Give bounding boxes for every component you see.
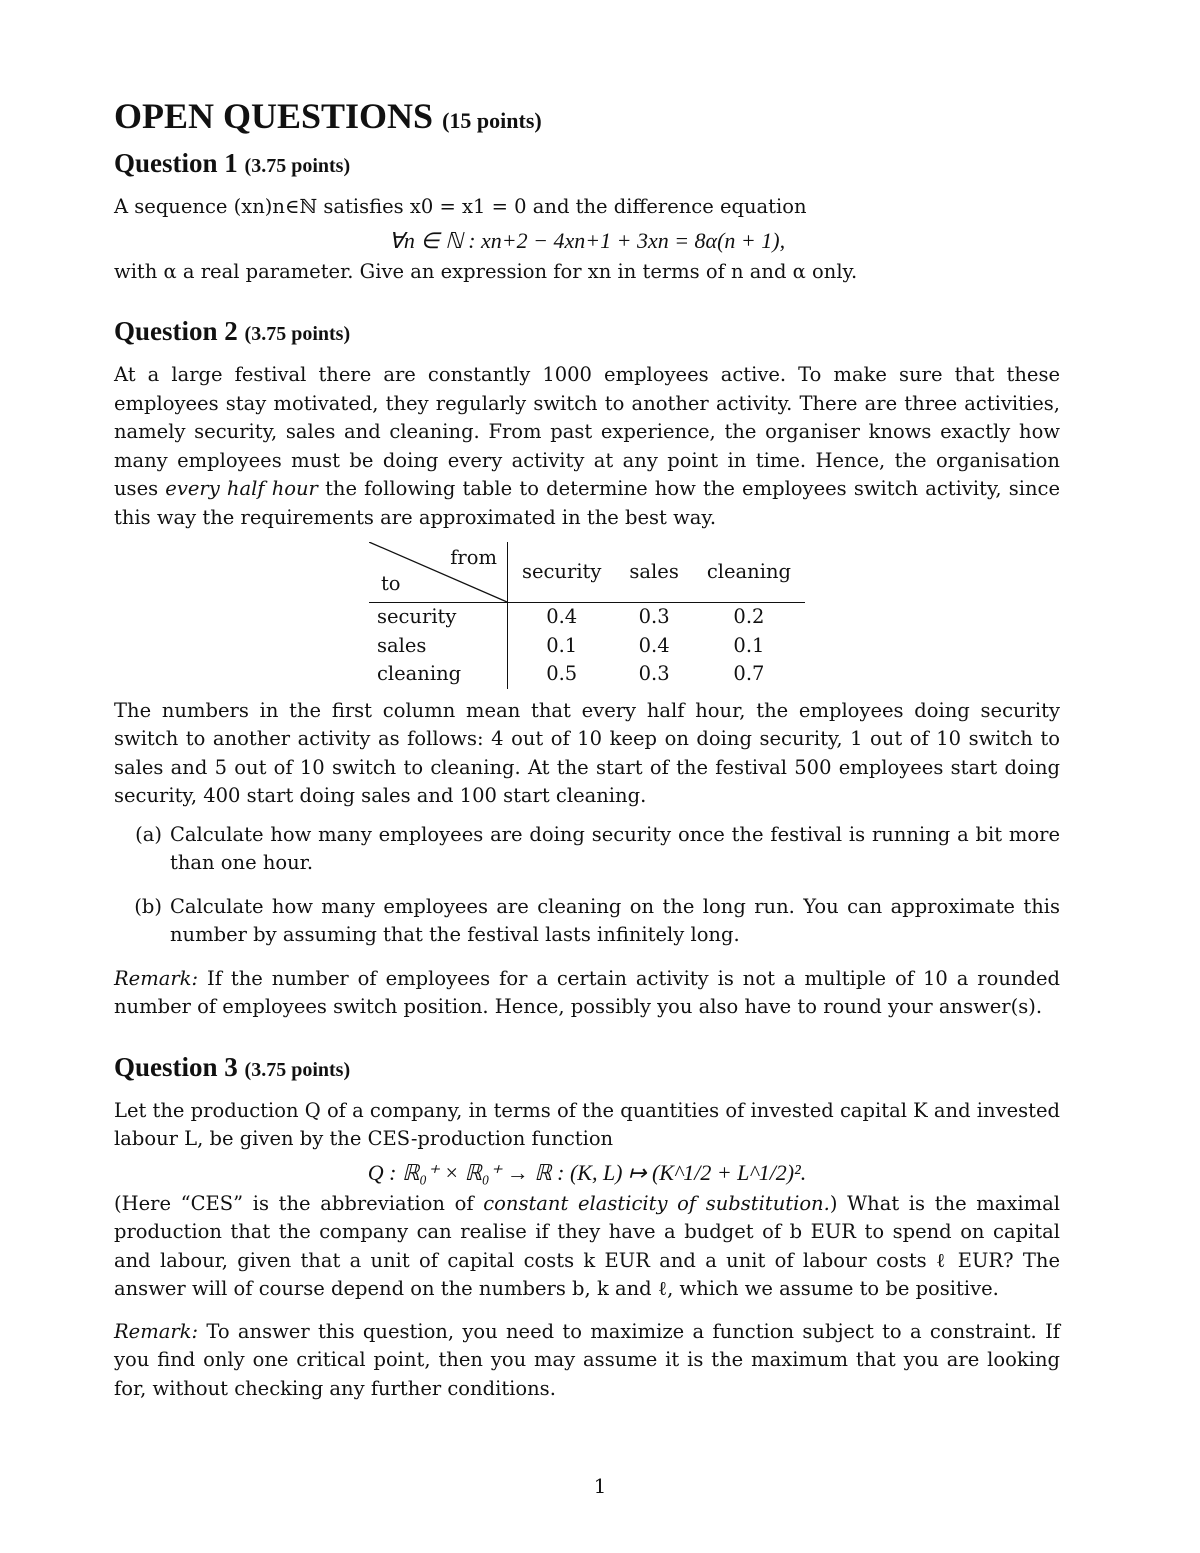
remark-label: Remark:: [114, 966, 199, 990]
question-3-body-end: ) What is the maximal production that the company can realise if they have a budget of b EUR to spend on capital and labour, given that a unit of capital costs k EUR and a unit of labour costs ℓ EUR? The answer will of course depend on the numbers b, k and ℓ, which we assume to be positive.: [114, 1191, 1060, 1300]
question-2: [114, 314, 1060, 1022]
question-3-title: Question 3: [114, 1051, 238, 1082]
remark-text: To answer this question, you need to maximize a function subject to a constraint. If you find only one critical point, then you may assume it is the maximum that you are looking for, without checking any further conditions.: [114, 1319, 1060, 1400]
question-2-explanation: The numbers in the first column mean that every half hour, the employees doing security switch to another activity as follows: 4 out of 10 keep on doing security, 1 out of 10 switch to sales and 5 out of 10 switch to cleaning. At the start of the festival 500 employees start doing security, 400 start doing sales and 100 start cleaning.: [114, 698, 1060, 807]
question-2-title: Question 2: [114, 316, 238, 346]
question-2-heading: [114, 314, 1060, 351]
question-1-intro: A sequence (xn)n∈ℕ satisfies x0 = x1 = 0 and the difference equation: [114, 195, 807, 218]
part-item: [114, 821, 1060, 878]
column-header: security: [507, 542, 615, 603]
transition-table: [369, 542, 805, 689]
part-text: Calculate how many employees are cleaning on the long run. You can approximate this number by assuming that the festival lasts infinitely long.: [170, 894, 1060, 946]
table-row: [369, 603, 805, 632]
question-3-remark: [114, 1318, 1060, 1404]
table-row: [369, 632, 805, 661]
question-3-points: (3.75 points): [244, 1058, 351, 1081]
remark-text: If the number of employees for a certain activity is not a multiple of 10 a rounded number of employees switch position. Hence, possibly you also have to round your answer(s).: [114, 966, 1060, 1018]
question-1-points: (3.75 points): [244, 155, 351, 177]
part-label: (a): [135, 822, 162, 846]
row-label: sales: [369, 632, 508, 661]
page-title: [114, 92, 1060, 140]
table-cell: 0.7: [733, 662, 765, 685]
question-2-intro-end: the following table to determine how the employees switch activity, since this way the requirements are approximated in the best way.: [114, 477, 1060, 529]
page-number: 1: [593, 1474, 607, 1498]
exam-page: [114, 92, 1060, 1403]
question-3-body-emphasis: constant elasticity of substitution.: [483, 1191, 830, 1215]
question-1-outro: with α a real parameter. Give an expression for xn in terms of n and α only.: [114, 259, 858, 283]
table-cell: 0.4: [638, 633, 670, 657]
corner-to-label: to: [380, 571, 401, 595]
table-cell: 0.4: [546, 605, 578, 628]
table-cell: 0.5: [546, 662, 578, 685]
corner-from-label: from: [450, 546, 497, 569]
question-3-intro: Let the production Q of a company, in terms of the quantities of invested capital K and invested labour L, be given by the CES-production function: [114, 1098, 1060, 1150]
question-2-parts: [114, 821, 1060, 950]
table-row: [369, 660, 805, 689]
table-cell: 0.1: [733, 633, 765, 657]
transition-table-header: [369, 542, 805, 603]
row-label: cleaning: [369, 660, 508, 689]
title-points: (15 points): [442, 108, 542, 133]
table-corner-cell: [369, 542, 508, 603]
question-3-body: [114, 1190, 1060, 1304]
part-text: Calculate how many employees are doing security once the festival is running a bit more than one hour.: [170, 822, 1060, 874]
table-cell: 0.3: [638, 662, 670, 685]
question-2-intro: [114, 361, 1060, 532]
question-1-heading: [114, 146, 1060, 183]
question-3-body-start: (Here “CES” is the abbreviation of: [114, 1191, 474, 1215]
row-label: security: [369, 603, 508, 632]
question-1-equation: ∀n ∈ ℕ : xn+2 − 4xn+1 + 3xn = 8α(n + 1),: [388, 227, 786, 253]
title-text: OPEN QUESTIONS: [114, 96, 434, 136]
question-2-intro-emphasis: every half hour: [165, 477, 318, 500]
question-2-intro-start: At a large festival there are constantly 1000 employees active. To make sure that these employees stay motivated, they regularly switch to another activity. There are three activities, namely security, sales and cleaning. From past experience, the organiser knows exactly how many employees must be doing every activity at any point in time. Hence, the organisation uses: [114, 363, 1060, 500]
table-cell: 0.1: [546, 633, 578, 657]
question-1-title: Question 1: [114, 148, 238, 178]
column-header: cleaning: [693, 542, 805, 603]
table-cell: 0.3: [638, 605, 670, 628]
question-3-heading: [114, 1050, 1060, 1087]
part-item: [114, 893, 1060, 950]
table-cell: 0.2: [733, 605, 765, 628]
column-header: sales: [615, 542, 692, 603]
question-3: [114, 1050, 1060, 1404]
question-3-equation: Q : ℝ₀⁺ × ℝ₀⁺ → ℝ : (K, L) ↦ (K^1/2 + L^1/2)².: [367, 1159, 807, 1185]
question-2-points: (3.75 points): [244, 323, 351, 345]
question-2-remark: [114, 965, 1060, 1022]
part-label: (b): [134, 894, 162, 918]
remark-label: Remark:: [114, 1319, 199, 1343]
question-1: [114, 146, 1060, 286]
